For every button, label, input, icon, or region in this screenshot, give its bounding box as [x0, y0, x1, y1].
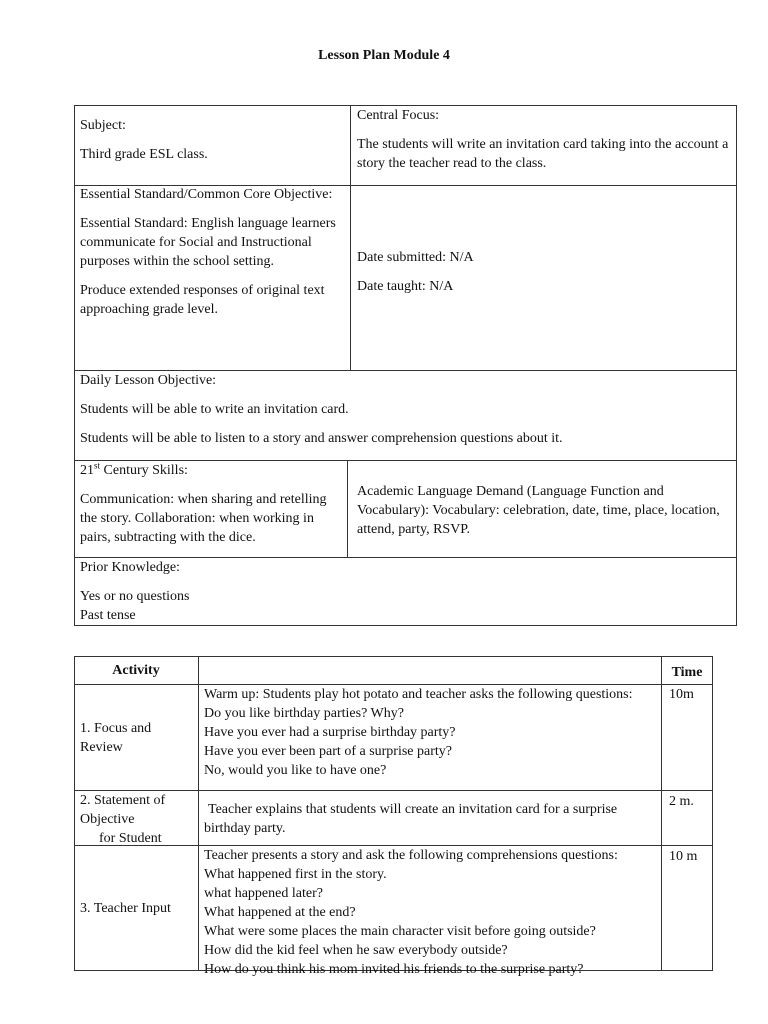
central-focus-value: The students will write an invitation card taking into the account a story the teacher read to the class. — [357, 137, 729, 171]
activity-line: How do you think his mom invited his friends to the surprise party? — [204, 962, 584, 977]
activity-line: No, would you like to have one? — [204, 763, 387, 778]
activity-name-line: 2. Statement of — [80, 793, 166, 808]
activity-line: How did the kid feel when he saw everybody outside? — [204, 943, 508, 958]
activity-line: What were some places the main character visit before going outside? — [204, 924, 596, 939]
activity-name-line: for Student — [99, 831, 162, 846]
standard-cell — [80, 185, 348, 319]
central-focus-cell — [357, 106, 731, 173]
date-submitted: Date submitted: N/A — [357, 250, 474, 265]
activity-line: Warm up: Students play hot potato and teacher asks the following questions: — [204, 687, 633, 702]
standard-label: Essential Standard/Common Core Objective: — [80, 187, 333, 202]
activity-description — [204, 685, 659, 780]
document-title: Lesson Plan Module 4 — [318, 48, 450, 63]
activity-line: Teacher explains that students will create an invitation card for a surprise birthday party. — [204, 802, 618, 836]
activity-name: 3. Teacher Input — [80, 901, 171, 916]
prior-knowledge-cell — [80, 558, 730, 625]
prior-knowledge-line: Past tense — [80, 608, 136, 623]
column-divider — [661, 656, 662, 971]
daily-objective-line: Students will be able to write an invitation card. — [80, 402, 349, 417]
column-divider — [347, 460, 348, 557]
column-divider — [350, 105, 351, 185]
academic-language-cell — [357, 482, 731, 539]
activity-line: what happened later? — [204, 886, 323, 901]
column-divider — [198, 656, 199, 971]
central-focus-label: Central Focus: — [357, 108, 440, 123]
activity-header: Activity — [112, 663, 160, 678]
daily-objective-label: Daily Lesson Objective: — [80, 373, 217, 388]
activity-line: Teacher presents a story and ask the following comprehensions questions: — [204, 848, 618, 863]
daily-objective-cell — [80, 371, 730, 448]
subject-label: Subject: — [80, 118, 126, 133]
activity-description — [204, 800, 656, 838]
subject-cell — [80, 116, 344, 164]
standard-paragraph: Produce extended responses of original text approaching grade level. — [80, 283, 325, 317]
subject-value: Third grade ESL class. — [80, 147, 208, 162]
activity-line: Have you ever had a surprise birthday party? — [204, 725, 456, 740]
activity-name — [80, 791, 196, 848]
time-header: Time — [671, 665, 703, 680]
skills-label — [80, 461, 344, 480]
skills-label-number: 21 — [80, 463, 94, 478]
activity-description — [204, 846, 659, 979]
activity-line: What happened at the end? — [204, 905, 356, 920]
activity-name-line: Objective — [80, 812, 135, 827]
activity-time: 10m — [669, 687, 694, 702]
skills-text: Communication: when sharing and retelling the story. Collaboration: when working in pairs, subtracting with the dice. — [80, 492, 327, 545]
plan-table-border — [74, 105, 737, 626]
date-taught: Date taught: N/A — [357, 279, 454, 294]
dates-cell — [357, 248, 731, 296]
activity-line: Have you ever been part of a surprise party? — [204, 744, 453, 759]
activity-line: What happened first in the story. — [204, 867, 387, 882]
skills-label-suffix: st — [94, 460, 101, 471]
activity-time: 2 m. — [669, 794, 694, 809]
activity-time: 10 m — [669, 849, 698, 864]
daily-objective-line: Students will be able to listen to a story and answer comprehension questions about it. — [80, 431, 563, 446]
activity-line: Do you like birthday parties? Why? — [204, 706, 404, 721]
skills-label-text: Century Skills: — [100, 463, 188, 478]
column-divider — [350, 185, 351, 370]
academic-language-text: Academic Language Demand (Language Function and Vocabulary): Vocabulary: celebration, date, time, place, location, attend, party, RSVP. — [357, 484, 720, 537]
prior-knowledge-line: Yes or no questions — [80, 589, 190, 604]
skills-cell — [80, 461, 344, 547]
activity-name: 1. Focus and Review — [80, 721, 152, 755]
standard-paragraph: Essential Standard: English language learners communicate for Social and Instructional purposes within the school setting. — [80, 216, 336, 269]
prior-knowledge-label: Prior Knowledge: — [80, 560, 180, 575]
